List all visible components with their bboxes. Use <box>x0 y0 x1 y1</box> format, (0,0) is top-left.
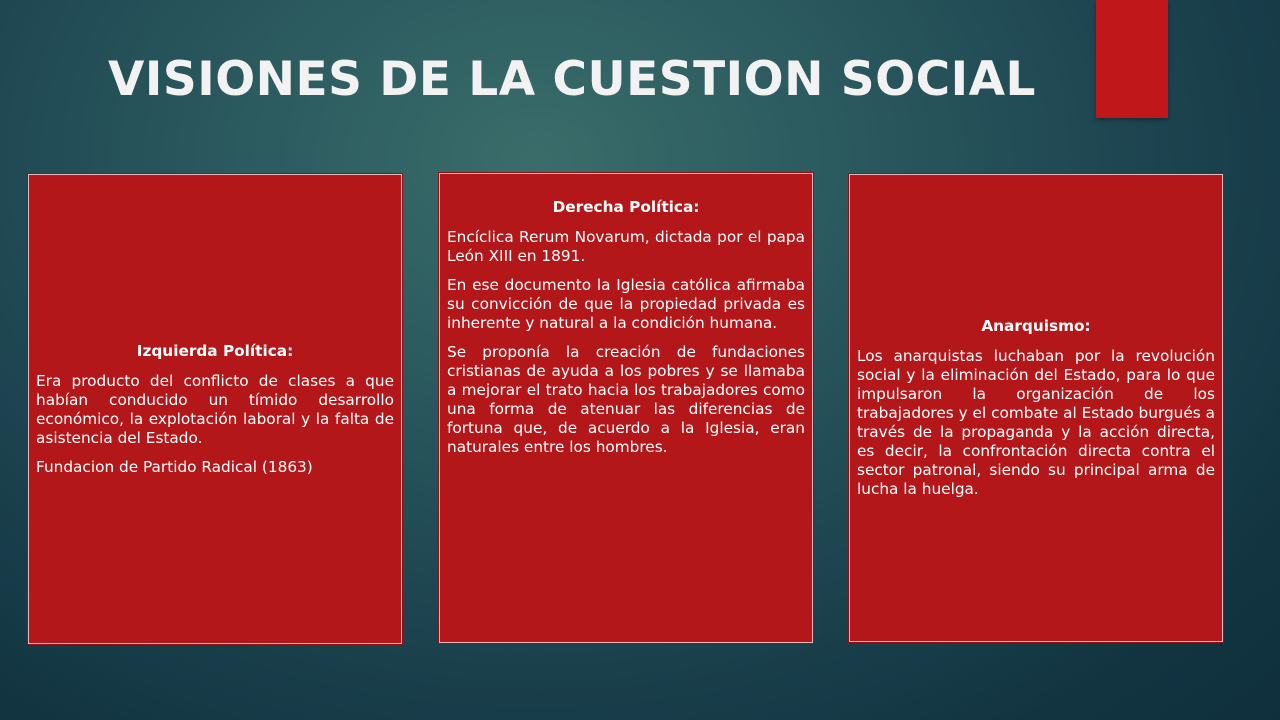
panel-izquierda-politica <box>28 174 402 644</box>
panel-paragraph: Era producto del conflicto de clases a que habían conducido un tímido desarrollo económico, la explotación laboral y la falta de asistencia del Estado. <box>36 371 394 447</box>
panel-paragraph: Fundacion de Partido Radical (1863) <box>36 457 313 476</box>
panel-paragraph: Se proponía la creación de fundaciones cristianas de ayuda a los pobres y se llamaba a mejorar el trato hacia los trabajadores como una forma de atenuar las diferencias de fortuna que, de acuerdo a la Iglesia, eran naturales entre los hombres. <box>447 343 805 456</box>
panel-paragraph: En ese documento la Iglesia católica afirmaba su convicción de que la propiedad privada es inherente y natural a la condición humana. <box>447 276 805 332</box>
panel-heading: Izquierda Política: <box>136 341 294 360</box>
panel-heading: Anarquismo: <box>981 317 1091 335</box>
panel-paragraph: Los anarquistas luchaban por la revolución social y la eliminación del Estado, para lo que impulsaron la organización de los trabajadores y el combate al Estado burgués a través de la propaganda y la acción directa, es decir, la confrontación directa contra el sector patronal, siendo su principal arma de lucha la huelga. <box>857 347 1215 498</box>
panel-paragraph: Encíclica Rerum Novarum, dictada por el papa León XIII en 1891. <box>447 228 805 265</box>
panel-derecha-politica <box>439 173 813 643</box>
accent-bar <box>1096 0 1168 118</box>
slide-title: VISIONES DE LA CUESTION SOCIAL <box>108 52 1036 107</box>
panel-anarquismo <box>849 174 1223 642</box>
panel-heading: Derecha Política: <box>552 198 700 216</box>
